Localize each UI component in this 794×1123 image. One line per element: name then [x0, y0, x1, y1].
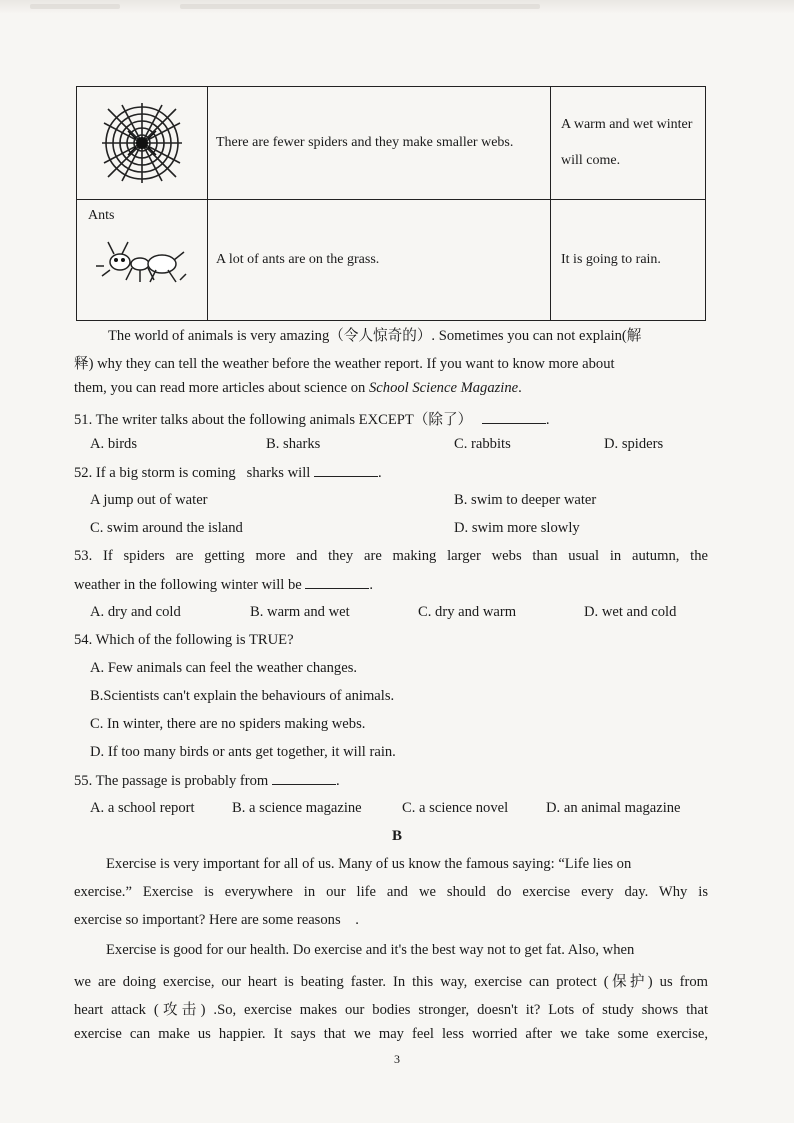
question-55-stem: 55. The passage is probably from . — [74, 773, 340, 789]
option-d: D. an animal magazine — [546, 800, 681, 816]
option-c: C. In winter, there are no spiders making webs. — [90, 716, 366, 732]
spider-web-icon — [102, 103, 182, 183]
question-52-stem: 52. If a big storm is coming sharks will . — [74, 465, 382, 481]
passage-b-line: exercise can make us happier. It says that we may feel less worried after we take some exercise, — [74, 1026, 708, 1042]
animal-label: Ants — [88, 208, 115, 223]
table-row — [77, 87, 706, 200]
passage-a-line: The world of animals is very amazing（令人惊奇的）. Sometimes you can not explain(解 — [108, 328, 642, 344]
meaning-cell: A warm and wet winter will come. — [551, 87, 706, 200]
passage-a-line — [74, 380, 708, 397]
sign-cell: A lot of ants are on the grass. — [208, 200, 551, 321]
sign-cell: There are fewer spiders and they make smaller webs. — [208, 87, 551, 200]
table-row — [77, 200, 706, 321]
ants-cell — [77, 200, 208, 321]
question-53-stem-cont: weather in the following winter will be . — [74, 577, 374, 593]
passage-b-line: Exercise is very important for all of us. Many of us know the famous saying: “Life lies on — [106, 856, 632, 872]
passage-b-line: we are doing exercise, our heart is beating faster. In this way, exercise can protect (保护) us from — [74, 974, 708, 990]
passage-a-line: 释) why they can tell the weather before the weather report. If you want to know more about — [74, 356, 615, 372]
option-d: D. wet and cold — [584, 604, 677, 620]
passage-a-text: them, you can read more articles about science on — [74, 380, 369, 396]
ant-icon — [92, 236, 192, 286]
option-b: B.Scientists can't explain the behaviours of animals. — [90, 688, 395, 704]
option-b: B. swim to deeper water — [454, 492, 597, 508]
option-c: C. dry and warm — [418, 604, 517, 620]
page-number: 3 — [394, 1052, 400, 1066]
answer-blank — [305, 576, 369, 589]
option-a: A jump out of water — [90, 492, 208, 508]
passage-b-line: exercise so important? Here are some reasons . — [74, 912, 359, 928]
option-c: C. swim around the island — [90, 520, 243, 536]
passage-b-line: Exercise is good for our health. Do exercise and it's the best way not to get fat. Also, when — [106, 942, 635, 958]
question-54-stem: 54. Which of the following is TRUE? — [74, 632, 294, 648]
passage-a-text: . — [518, 380, 522, 396]
option-c: C. rabbits — [454, 436, 511, 452]
option-c: C. a science novel — [402, 800, 509, 816]
option-b: B. sharks — [266, 436, 321, 452]
answer-blank — [272, 772, 336, 785]
passage-b-line: heart attack (攻击) .So, exercise makes our bodies stronger, doesn't it? Lots of study shows that — [74, 1002, 708, 1018]
answer-blank — [314, 464, 378, 477]
question-stem-text: weather in the following winter will be — [74, 577, 302, 593]
option-a: A. a school report — [90, 800, 195, 816]
option-a: A. dry and cold — [90, 604, 181, 620]
magazine-title: School Science Magazine — [369, 380, 519, 396]
section-heading: B — [391, 828, 402, 844]
weather-signs-table — [76, 86, 706, 321]
question-stem-text: 55. The passage is probably from — [74, 773, 269, 789]
question-51-stem: 51. The writer talks about the following animals EXCEPT（除了） . — [74, 412, 550, 428]
question-stem-text: 52. If a big storm is coming sharks will — [74, 465, 311, 481]
option-d: D. If too many birds or ants get together, it will rain. — [90, 744, 396, 760]
option-b: B. warm and wet — [250, 604, 350, 620]
meaning-cell: It is going to rain. — [551, 200, 706, 321]
option-b: B. a science magazine — [232, 800, 362, 816]
scan-top-edge — [0, 0, 794, 14]
spider-cell — [77, 87, 208, 200]
passage-b-line: exercise.” Exercise is everywhere in our life and we should do exercise every day. Why is — [74, 884, 708, 900]
option-a: A. birds — [90, 436, 138, 452]
option-d: D. swim more slowly — [454, 520, 580, 536]
answer-blank — [482, 411, 546, 424]
option-d: D. spiders — [604, 436, 664, 452]
option-a: A. Few animals can feel the weather changes. — [90, 660, 358, 676]
question-53-stem: 53. If spiders are getting more and they are making larger webs than usual in autumn, the — [74, 548, 708, 564]
question-stem-text: 51. The writer talks about the following animals EXCEPT（除了） — [74, 412, 473, 428]
